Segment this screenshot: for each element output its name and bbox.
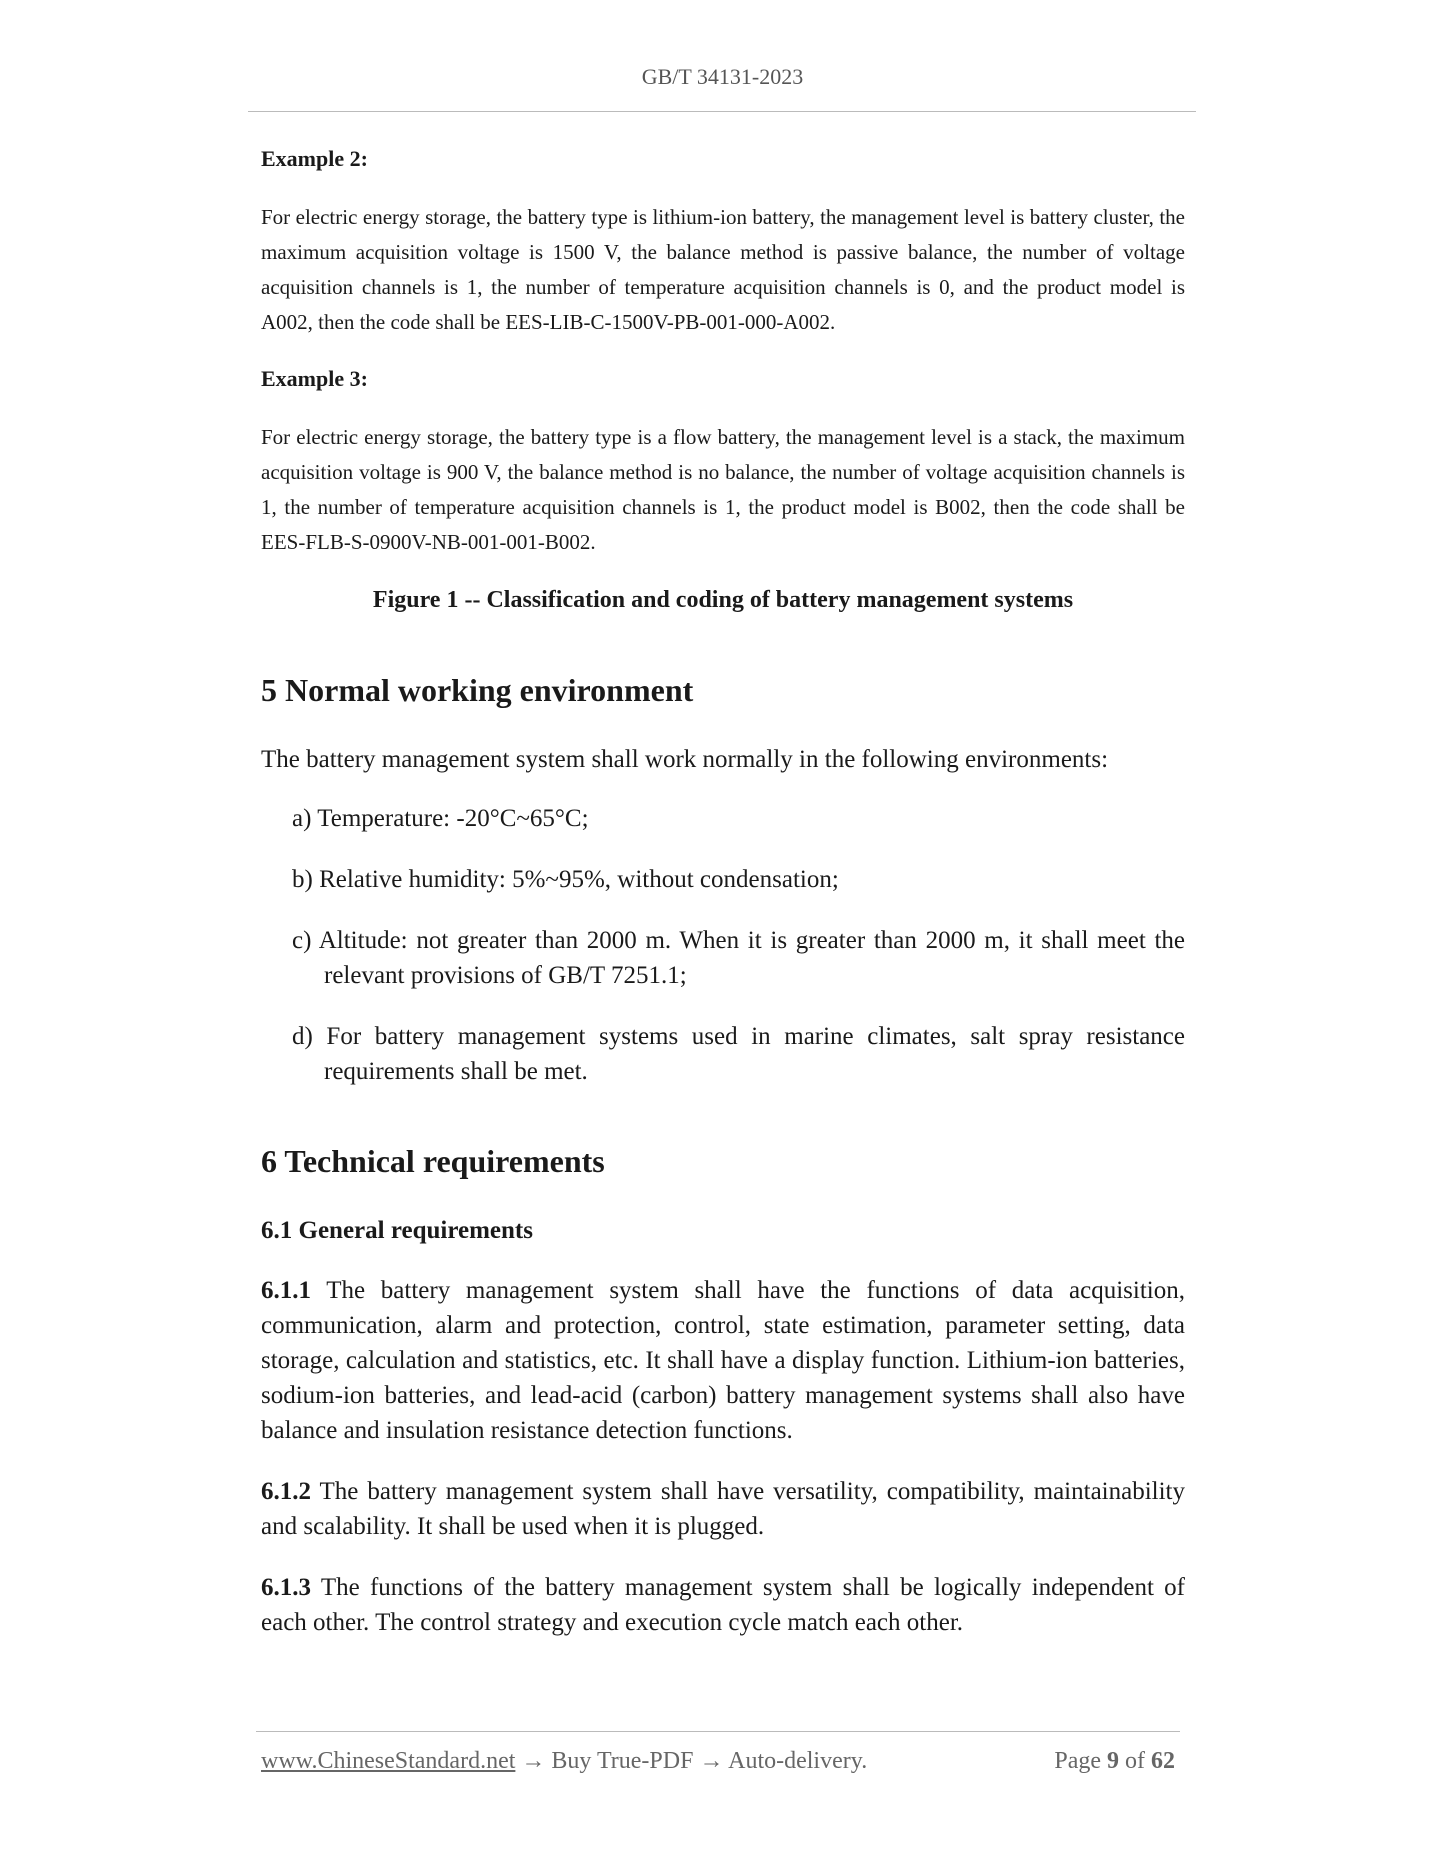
clause-text: The functions of the battery management system shall be logically independent of each other. The control strategy and execution cycle match each other. — [261, 1574, 1185, 1636]
clause-number: 6.1.3 — [261, 1574, 311, 1601]
figure-caption: Figure 1 -- Classification and coding of battery management systems — [372, 587, 1074, 613]
list-item-salt-spray: d) For battery management systems used in marine climates, salt spray resistance requirements shall be met. — [292, 1023, 1185, 1085]
section-6-heading: 6 Technical requirements — [261, 1143, 605, 1179]
section-5-intro: The battery management system shall work normally in the following environments: — [261, 746, 1109, 773]
footer-promo — [261, 1748, 867, 1775]
example-3-text: For electric energy storage, the battery type is a flow battery, the management level is a stack, the maximum acquisition voltage is 900 V, the balance method is no balance, the number of voltage acquisition channels is 1, the number of temperature acquisition channels is 1, the product model is B002, then the code shall be EES-FLB-S-0900V-NB-001-001-B002. — [261, 425, 1185, 554]
page-header-standard-id: GB/T 34131-2023 — [641, 64, 804, 89]
page-indicator — [1054, 1748, 1175, 1775]
footer-divider — [256, 1731, 1180, 1732]
section-5-heading: 5 Normal working environment — [261, 672, 694, 708]
of-word: of — [1125, 1748, 1145, 1774]
clause-number: 6.1.2 — [261, 1478, 311, 1505]
clause-text: The battery management system shall have the functions of data acquisition, communication, alarm and protection, control, state estimation, parameter setting, data storage, calculation and statistics, etc. It shall have a display function. Lithium-ion batteries, sodium-ion batteries, and lead-acid (carbon) battery management systems shall also have balance and insulation resistance detection functions. — [261, 1277, 1185, 1444]
document-body — [261, 142, 1185, 1666]
clause-number: 6.1.1 — [261, 1277, 311, 1304]
section-6-1-heading: 6.1 General requirements — [261, 1217, 533, 1244]
example-2-text: For electric energy storage, the battery type is lithium-ion battery, the management level is battery cluster, the maximum acquisition voltage is 1500 V, the balance method is passive balance, the number of voltage acquisition channels is 1, the number of temperature acquisition channels is 0, and the product model is A002, then the code shall be EES-LIB-C-1500V-PB-001-000-A002. — [261, 205, 1185, 334]
environment-list — [261, 801, 1185, 1089]
example-2-label: Example 2: — [261, 146, 368, 171]
list-item-altitude: c) Altitude: not greater than 2000 m. When it is greater than 2000 m, it shall meet the relevant provisions of GB/T 7251.1; — [292, 927, 1185, 989]
clause-text: The battery management system shall have versatility, compatibility, maintainability and scalability. It shall be used when it is plugged. — [261, 1478, 1185, 1540]
list-item-temperature: a) Temperature: -20°C~65°C; — [292, 805, 589, 832]
clause-6-1-1 — [261, 1273, 1185, 1448]
clause-6-1-2 — [261, 1474, 1185, 1544]
clause-6-1-3 — [261, 1570, 1185, 1640]
list-item-humidity: b) Relative humidity: 5%~95%, without condensation; — [292, 866, 839, 893]
example-3-label: Example 3: — [261, 366, 368, 391]
total-page-count: 62 — [1151, 1748, 1175, 1774]
header-divider — [248, 111, 1196, 112]
page-word: Page — [1054, 1748, 1101, 1774]
footer-promo-text: → Buy True-PDF → Auto-delivery. — [515, 1748, 868, 1774]
current-page-number: 9 — [1107, 1748, 1119, 1774]
site-link[interactable]: www.ChineseStandard.net — [261, 1748, 516, 1774]
